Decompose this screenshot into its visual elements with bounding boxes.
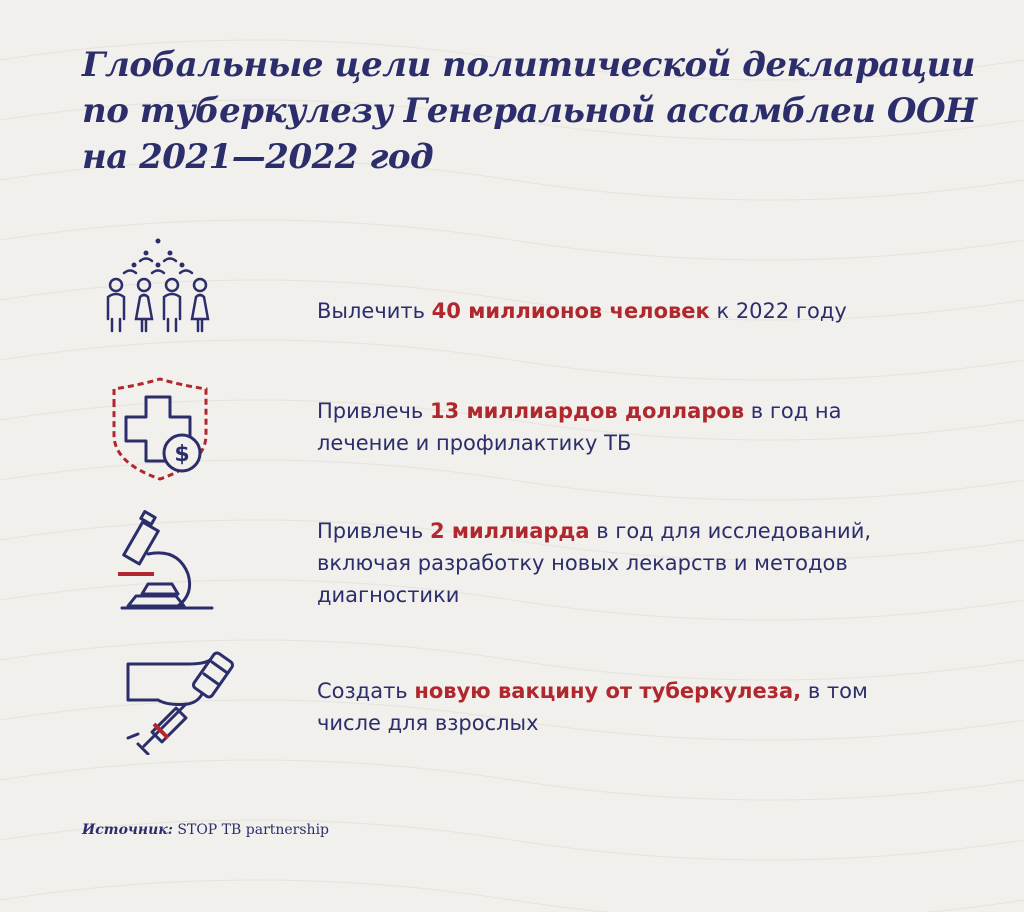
goal-highlight: 13 миллиардов долларов [429, 399, 745, 423]
goal-text-line3: диагностики [317, 583, 460, 607]
microscope-icon [108, 510, 218, 615]
goal-text-line2: включая разработку новых лекарств и методов [317, 551, 848, 575]
goal-text [317, 515, 937, 611]
goal-text-post: к 2022 году [709, 299, 847, 323]
goal-text-pre: Создать [317, 679, 415, 703]
source-label: Источник: [82, 822, 173, 838]
goal-text-post: в том [801, 679, 868, 703]
title-line-1: Глобальные цели политической декларации [82, 45, 976, 85]
vaccine-syringe-icon [124, 650, 244, 755]
goal-text-pre: Привлечь [317, 399, 430, 423]
goal-text [317, 675, 937, 739]
goal-highlight: 2 миллиарда [429, 519, 590, 543]
goal-text-post: в год для исследований, [589, 519, 872, 543]
source-value: STOP TB partnership [172, 822, 330, 838]
title-line-2: по туберкулезу Генеральной ассамблеи ООН [82, 91, 977, 131]
shield-medical-money-icon [100, 375, 220, 485]
svg-text:$: $ [174, 442, 190, 467]
title-line-3: на 2021—2022 год [82, 137, 434, 177]
goal-text-post: в год на [744, 399, 842, 423]
goal-text [317, 395, 937, 459]
goal-highlight: 40 миллионов человек [431, 299, 710, 323]
goal-text-pre: Вылечить [317, 299, 432, 323]
page-title [82, 42, 977, 180]
source-note [82, 822, 329, 838]
goal-highlight: новую вакцину от туберкулеза, [414, 679, 802, 703]
goal-text [317, 295, 937, 327]
goal-text-pre: Привлечь [317, 519, 430, 543]
goal-text-line2: лечение и профилактику ТБ [317, 431, 632, 455]
goal-text-line2: числе для взрослых [317, 711, 539, 735]
people-icon [102, 235, 222, 335]
